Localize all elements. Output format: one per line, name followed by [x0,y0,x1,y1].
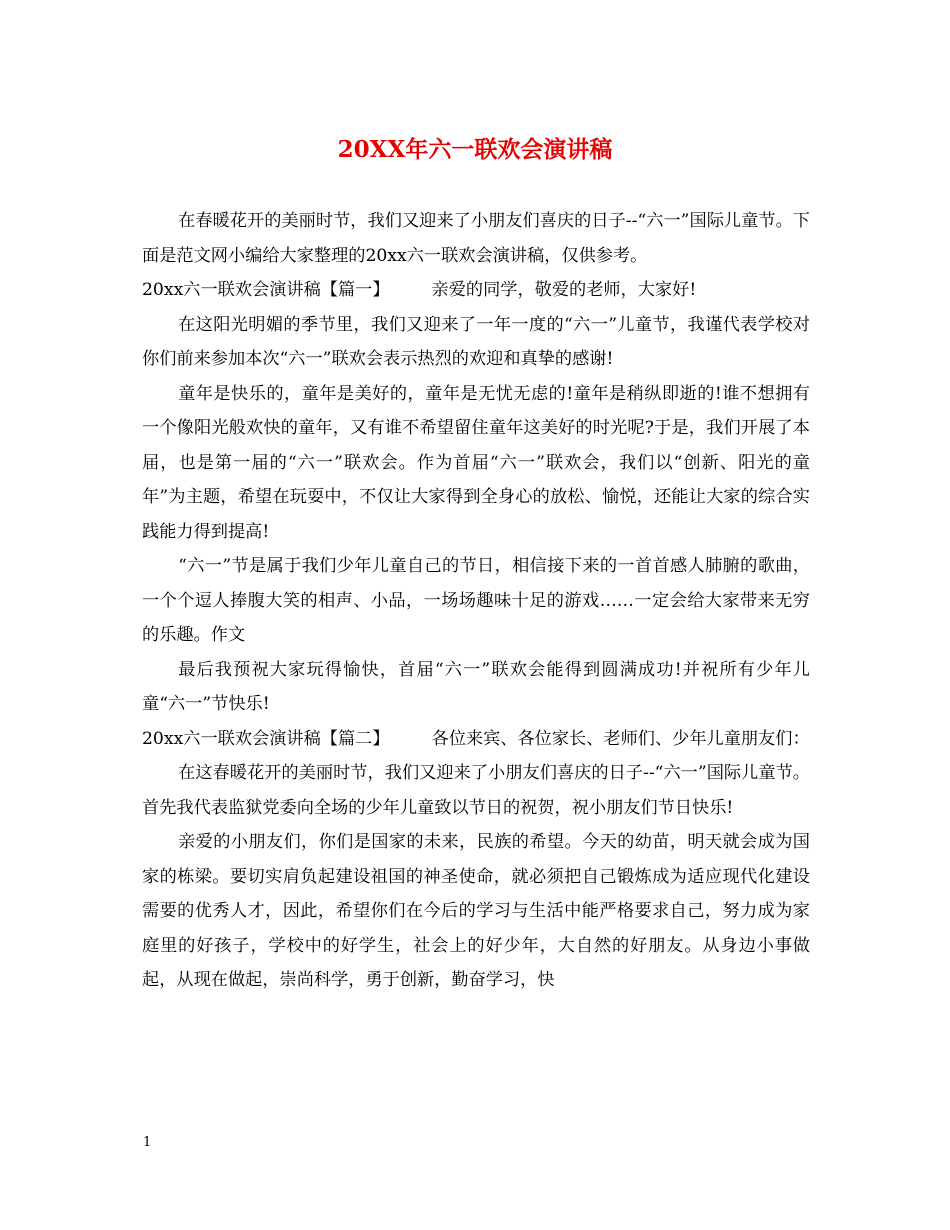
intro-paragraph: 在春暖花开的美丽时节，我们又迎来了小朋友们喜庆的日子--“六一”国际儿童节。下面是范文网小编给大家整理的20xx六一联欢会演讲稿，仅供参考。 [142,211,810,266]
section-two-heading [142,722,810,757]
section-one-paragraph-1: 在这阳光明媚的季节里，我们又迎来了一年一度的“六一”儿童节，我谨代表学校对你们前来参加本次“六一”联欢会表示热烈的欢迎和真挚的感谢! [142,314,810,369]
document-body [142,204,810,998]
section-one-paragraph-2: 童年是快乐的，童年是美好的，童年是无忧无虑的!童年是稍纵即逝的!谁不想拥有一个像阳光般欢快的童年，又有谁不希望留住童年这美好的时光呢?于是，我们开展了本届，也是第一届的“六一”联欢会。作为首届“六一”联欢会，我们以“创新、阳光的童年”为主题，希望在玩耍中，不仅让大家得到全身心的放松、愉悦，还能让大家的综合实践能力得到提高! [142,383,810,542]
page-number: 1 [143,1135,152,1150]
section-one-paragraph-4: 最后我预祝大家玩得愉快，首届“六一”联欢会能得到圆满成功!并祝所有少年儿童“六一”节快乐! [142,659,810,714]
section-two-paragraph-1: 在这春暖花开的美丽时节，我们又迎来了小朋友们喜庆的日子--“六一”国际儿童节。首先我代表监狱党委向全场的少年儿童致以节日的祝贺，祝小朋友们节日快乐! [142,763,810,818]
section-one-greeting: 亲爱的同学，敬爱的老师，大家好! [431,280,697,300]
document-title: 20XX年六一联欢会演讲稿 [337,136,613,163]
section-two-label: 20xx六一联欢会演讲稿【篇二】 [142,728,390,749]
section-one-heading [142,273,810,308]
section-two-greeting: 各位来宾、各位家长、老师们、少年儿童朋友们： [431,728,810,749]
section-one-paragraph-3: “六一”节是属于我们少年儿童自己的节日，相信接下来的一首首感人肺腑的歌曲，一个个逗人捧腹大笑的相声、小品，一场场趣味十足的游戏……一定会给大家带来无穷的乐趣。作文 [142,556,810,645]
section-one-label: 20xx六一联欢会演讲稿【篇一】 [142,280,390,300]
section-two-paragraph-2: 亲爱的小朋友们，你们是国家的未来，民族的希望。今天的幼苗，明天就会成为国家的栋梁。要切实肩负起建设祖国的神圣使命，就必须把自己锻炼成为适应现代化建设需要的优秀人才，因此，希望你们在今后的学习与生活中能严格要求自己，努力成为家庭里的好孩子，学校中的好学生，社会上的好少年，大自然的好朋友。从身边小事做起，从现在做起，崇尚科学，勇于创新，勤奋学习，快 [142,832,810,990]
